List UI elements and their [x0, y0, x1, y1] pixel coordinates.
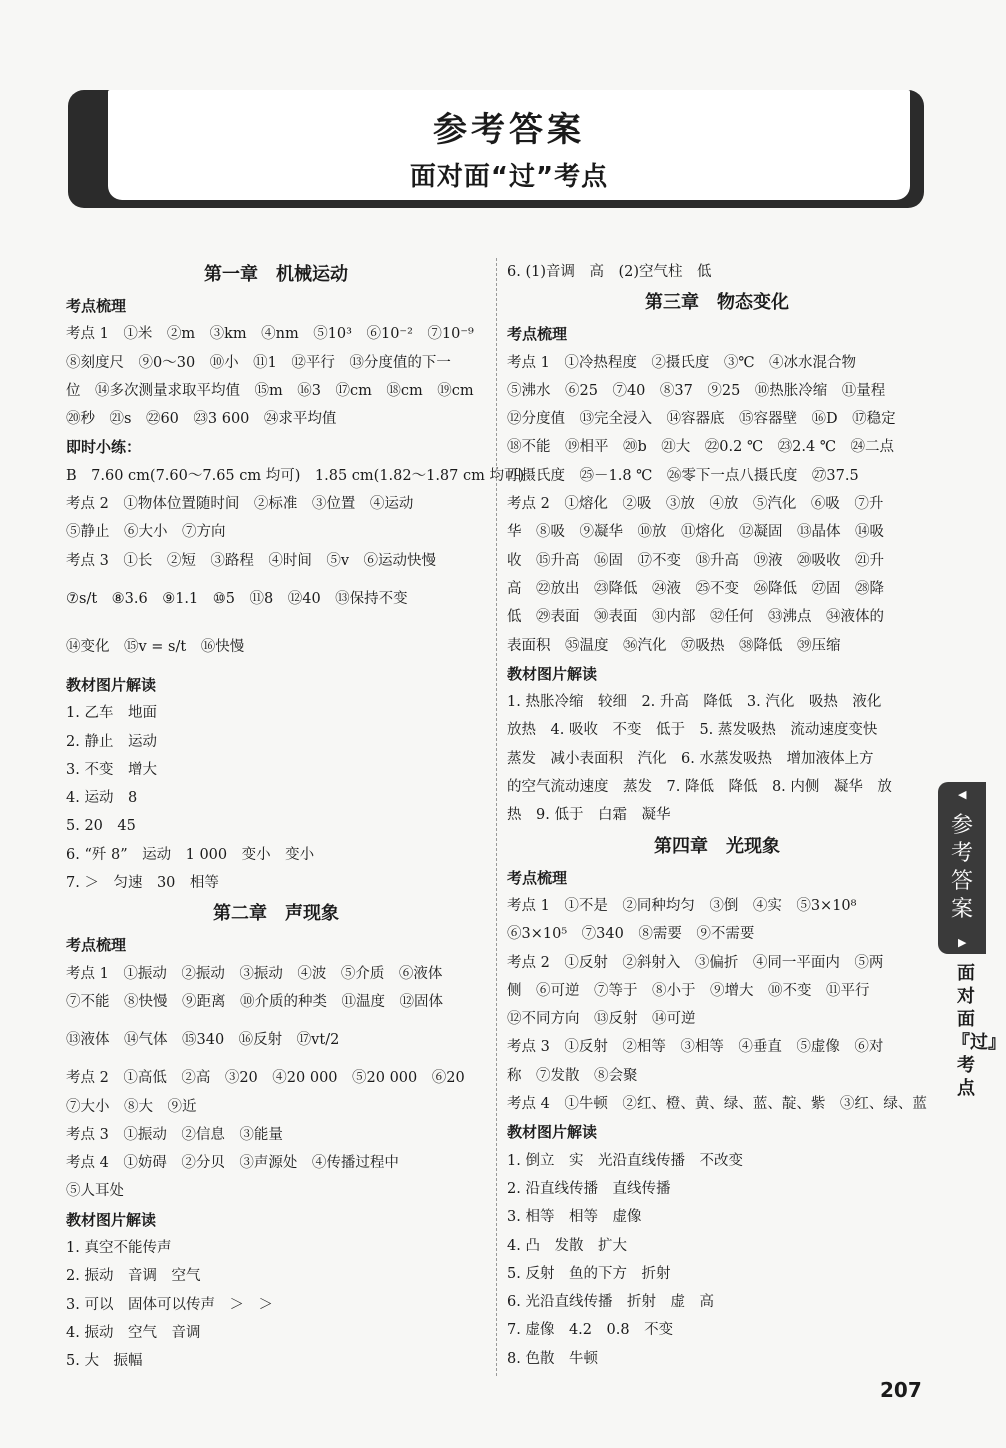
answer-line: 5. 20 45 — [66, 818, 136, 835]
answer-line: 考点 2 ①物体位置随时间 ②标准 ③位置 ④运动 — [66, 496, 414, 513]
answer-line: ⑧刻度尺 ⑨0～30 ⑩小 ⑪1 ⑫平行 ⑬分度值的下一 — [66, 354, 451, 371]
side-tab — [938, 782, 986, 954]
answer-line: ⑳秒 ㉑s ㉒60 ㉓3 600 ㉔求平均值 — [66, 411, 337, 428]
answer-line: 6. 光沿直线传播 折射 虚 高 — [507, 1294, 714, 1311]
answer-line: 4. 凸 发散 扩大 — [507, 1237, 627, 1254]
answer-line: 7. 虚像 4.2 0.8 不变 — [507, 1322, 674, 1339]
answer-line: 四摄氏度 ㉕－1.8 ℃ ㉖零下一点八摄氏度 ㉗37.5 — [507, 467, 859, 484]
page-title: 参考答案 — [433, 110, 585, 150]
answer-line: 考点 2 ①反射 ②斜射入 ③偏折 ④同一平面内 ⑤两 — [507, 954, 884, 971]
section-heading: 考点梳理 — [507, 868, 568, 887]
answer-line: 3. 可以 固体可以传声 ＞ ＞ — [66, 1296, 273, 1313]
answer-line: ⑤人耳处 — [66, 1183, 124, 1200]
answer-line: 3. 相等 相等 虚像 — [507, 1209, 642, 1226]
answer-line: 6. “歼 8” 运动 1 000 变小 变小 — [66, 846, 315, 863]
answer-line: ⑫不同方向 ⑬反射 ⑭可逆 — [507, 1011, 696, 1028]
answer-line: ⑤沸水 ⑥25 ⑦40 ⑧37 ⑨25 ⑩热胀冷缩 ⑪量程 — [507, 382, 886, 399]
answer-line: 考点 4 ①牛顿 ②红、橙、黄、绿、蓝、靛、紫 ③红、绿、蓝 — [507, 1096, 927, 1113]
answer-line: 侧 ⑥可逆 ⑦等于 ⑧小于 ⑨增大 ⑩不变 ⑪平行 — [507, 982, 870, 999]
answer-line: 6. (1)音调 高 (2)空气柱 低 — [507, 264, 712, 280]
answer-line: 称 ⑦发散 ⑧会聚 — [507, 1067, 638, 1084]
answer-line: 1. 乙车 地面 — [66, 705, 157, 722]
right-column — [507, 258, 927, 1373]
answer-line: 考点 3 ①长 ②短 ③路程 ④时间 ⑤v ⑥运动快慢 — [66, 552, 437, 569]
answer-line: 的空气流动速度 蒸发 7. 降低 降低 8. 内侧 凝华 放 — [507, 779, 892, 796]
answer-line: 考点 2 ①高低 ②高 ③20 ④20 000 ⑤20 000 ⑥20 — [66, 1070, 465, 1087]
answer-line: 7. ＞ 匀速 30 相等 — [66, 875, 219, 892]
chapter-heading: 第一章 机械运动 — [204, 264, 348, 285]
chapter-heading: 第四章 光现象 — [654, 835, 780, 857]
left-column — [66, 258, 525, 1376]
answer-line: ⑬液体 ⑭气体 ⑮340 ⑯反射 ⑰vt/2 — [66, 1032, 340, 1049]
answer-line: 2. 沿直线传播 直线传播 — [507, 1180, 671, 1197]
section-heading: 教材图片解读 — [66, 1210, 157, 1229]
answer-line: 华 ⑧吸 ⑨凝华 ⑩放 ⑪熔化 ⑫凝固 ⑬晶体 ⑭吸 — [507, 524, 884, 541]
answer-line: ⑭变化 ⑮v = s/t ⑯快慢 — [66, 638, 245, 655]
answer-line: ⑱不能 ⑲相平 ⑳b ㉑大 ㉒0.2 ℃ ㉓2.4 ℃ ㉔二点 — [507, 439, 895, 456]
answer-line: 1. 真空不能传声 — [66, 1240, 172, 1257]
page-number: 207 — [880, 1378, 922, 1402]
title-banner — [68, 90, 924, 208]
answer-line: 热 9. 低于 白霜 凝华 — [507, 807, 671, 824]
answer-line: ⑦不能 ⑧快慢 ⑨距离 ⑩介质的种类 ⑪温度 ⑫固体 — [66, 993, 443, 1010]
triangle-up-icon: ◀ — [958, 788, 967, 801]
column-divider — [496, 258, 497, 1376]
answer-line: 表面积 ㉟温度 ㊱汽化 ㊲吸热 ㊳降低 ㊴压缩 — [507, 637, 841, 654]
answer-line: 2. 静止 运动 — [66, 733, 157, 750]
answer-line: 收 ⑮升高 ⑯固 ⑰不变 ⑱升高 ⑲液 ⑳吸收 ㉑升 — [507, 552, 884, 569]
answer-line: 蒸发 减小表面积 汽化 6. 水蒸发吸热 增加液体上方 — [507, 750, 874, 767]
answer-line: 考点 1 ①冷热程度 ②摄氏度 ③℃ ④冰水混合物 — [507, 354, 857, 371]
answer-line: 考点 1 ①不是 ②同种均匀 ③倒 ④实 ⑤3×10⁸ — [507, 897, 857, 914]
answer-line: 1. 热胀冷缩 较细 2. 升高 降低 3. 汽化 吸热 液化 — [507, 694, 882, 711]
answer-line: 考点 4 ①妨碍 ②分贝 ③声源处 ④传播过程中 — [66, 1155, 399, 1172]
page-subtitle: 面对面“过”考点 — [409, 162, 609, 192]
answer-line: 考点 3 ①振动 ②信息 ③能量 — [66, 1126, 283, 1143]
answer-line: ⑫分度值 ⑬完全浸入 ⑭容器底 ⑮容器壁 ⑯D ⑰稳定 — [507, 411, 896, 428]
section-heading: 考点梳理 — [66, 297, 127, 315]
answer-line: 4. 运动 8 — [66, 790, 138, 807]
chapter-heading: 第三章 物态变化 — [645, 292, 789, 314]
answer-line: 位 ⑭多次测量求取平均值 ⑮m ⑯3 ⑰cm ⑱cm ⑲cm — [66, 382, 474, 399]
side-tab-label: 参考答案 — [950, 813, 973, 922]
answer-line: 1. 倒立 实 光沿直线传播 不改变 — [507, 1152, 743, 1169]
section-heading: 考点梳理 — [507, 325, 568, 344]
section-heading: 即时小练： — [66, 438, 142, 457]
answer-line: 考点 2 ①熔化 ②吸 ③放 ④放 ⑤汽化 ⑥吸 ⑦升 — [507, 496, 884, 513]
title-banner-inner — [108, 90, 910, 200]
answer-line: 低 ㉙表面 ㉚表面 ㉛内部 ㉜任何 ㉝沸点 ㉞液体的 — [507, 609, 884, 626]
answer-line: 5. 反射 鱼的下方 折射 — [507, 1265, 671, 1282]
section-heading: 教材图片解读 — [66, 675, 157, 694]
answer-line: 2. 振动 音调 空气 — [66, 1268, 201, 1285]
section-heading: 教材图片解读 — [507, 664, 598, 683]
section-heading: 教材图片解读 — [507, 1123, 598, 1142]
answer-line: B 7.60 cm(7.60～7.65 cm 均可) 1.85 cm(1.82～1.87 cm 均可) — [66, 467, 525, 484]
answer-line: ⑦大小 ⑧大 ⑨近 — [66, 1098, 197, 1115]
answer-line: 放热 4. 吸收 不变 低于 5. 蒸发吸热 流动速度变快 — [507, 722, 878, 739]
answer-line: 8. 色散 牛顿 — [507, 1350, 598, 1367]
answer-line: 4. 振动 空气 音调 — [66, 1324, 201, 1341]
answer-line: ⑥3×10⁵ ⑦340 ⑧需要 ⑨不需要 — [507, 926, 755, 943]
answer-line: 考点 1 ①米 ②m ③km ④nm ⑤10³ ⑥10⁻² ⑦10⁻⁹ — [66, 326, 474, 343]
answer-line: 考点 3 ①反射 ②相等 ③相等 ④垂直 ⑤虚像 ⑥对 — [507, 1039, 884, 1056]
answer-line: ⑦s/t ⑧3.6 ⑨1.1 ⑩5 ⑪8 ⑫40 ⑬保持不变 — [66, 590, 408, 607]
answer-line: 考点 1 ①振动 ②振动 ③振动 ④波 ⑤介质 ⑥液体 — [66, 965, 443, 982]
side-text: 面对面『过』考点 — [952, 963, 1006, 1099]
triangle-right-icon: ▶ — [958, 936, 967, 949]
section-heading: 考点梳理 — [66, 936, 127, 955]
answer-line: 5. 大 振幅 — [66, 1353, 143, 1370]
answer-line: 3. 不变 增大 — [66, 761, 157, 778]
answer-line: ⑤静止 ⑥大小 ⑦方向 — [66, 524, 226, 541]
answer-line: 高 ㉒放出 ㉓降低 ㉔液 ㉕不变 ㉖降低 ㉗固 ㉘降 — [507, 580, 884, 597]
chapter-heading: 第二章 声现象 — [213, 903, 339, 925]
